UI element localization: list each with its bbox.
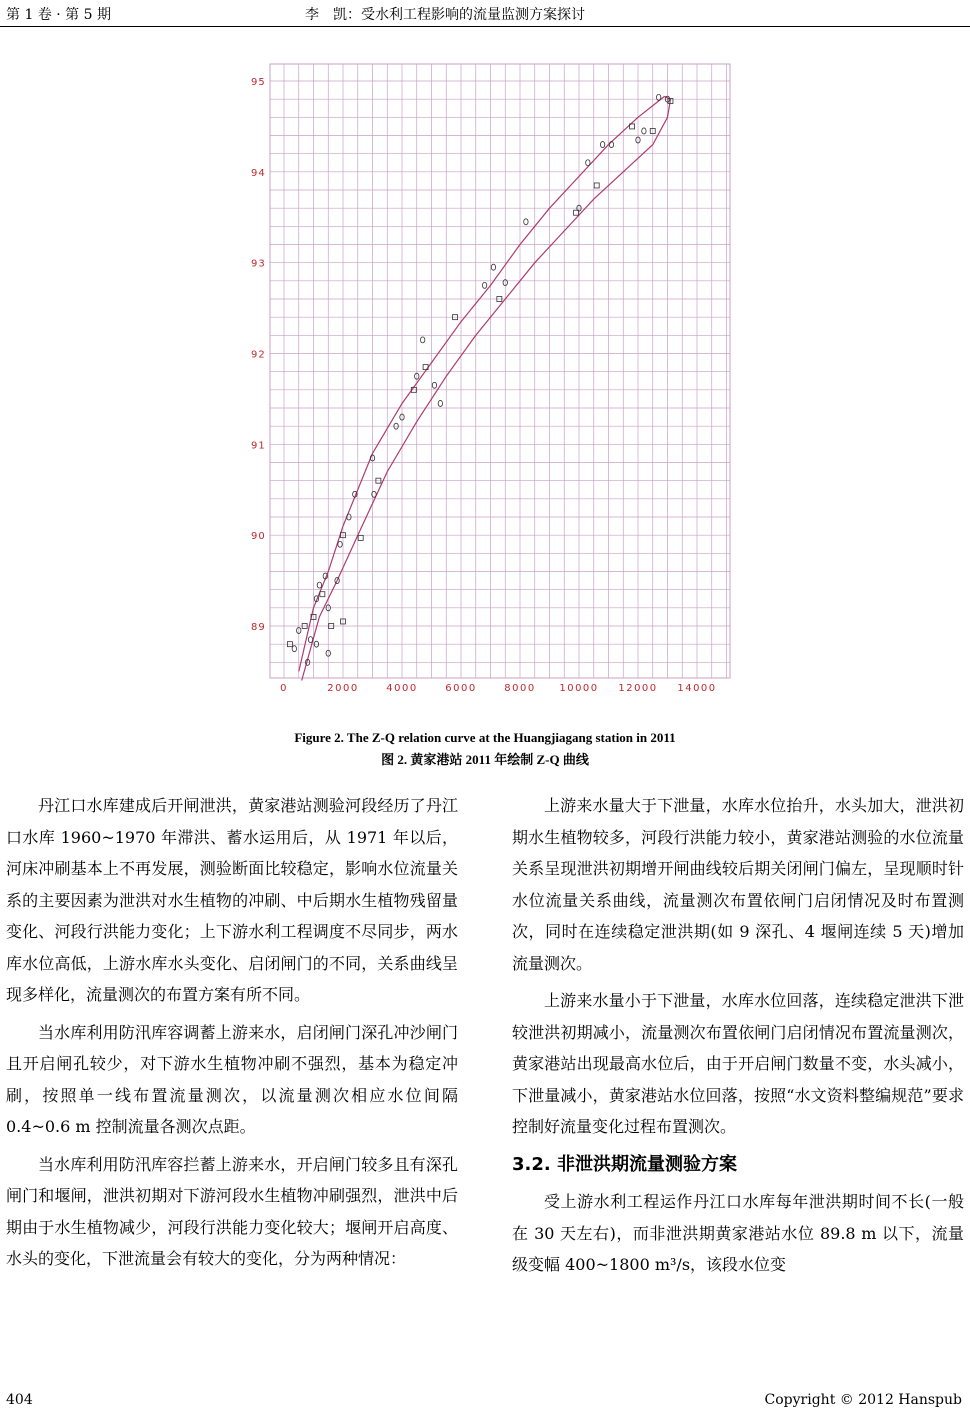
- running-title: 李 凯：受水利工程影响的流量监测方案探讨: [305, 7, 585, 23]
- figure-caption-cn: 图 2. 黄家港站 2011 年绘制 Z-Q 曲线: [381, 752, 589, 767]
- y-tick-label: 90: [251, 531, 266, 543]
- paragraph: 当水库利用防汛库容调蓄上游来水，启闭闸门深孔冲沙闸门且开启闸孔较少，对下游水生植物冲刷不强烈，基本为稳定冲刷，按照单一线布置流量测次，以流量测次相应水位间隔 0.4~0.6 m 控制流量各测次点距。: [6, 1022, 458, 1136]
- x-tick-label: 6000: [445, 683, 477, 694]
- x-tick-label: 0: [280, 683, 288, 694]
- y-tick-label: 93: [251, 258, 266, 270]
- journal-volume: 第 1 卷 · 第 5 期: [6, 7, 111, 23]
- chart-grid: [270, 64, 730, 678]
- paragraph: 当水库利用防汛库容拦蓄上游来水，开启闸门较多且有深孔闸门和堰闸，泄洪初期对下游河段水生植物冲刷强烈，泄洪中后期由于水生植物减少，河段行洪能力变化较大；堰闸开启高度、水头的变化，下泄流量会有较大的变化，分为两种情况：: [6, 1154, 458, 1268]
- chart-curves: [299, 96, 671, 680]
- y-tick-label: 89: [251, 622, 266, 633]
- y-tick-label: 95: [251, 77, 266, 88]
- x-tick-label: 14000: [677, 683, 717, 694]
- x-tick-label: 2000: [327, 683, 359, 694]
- data-point: [600, 142, 604, 148]
- plot-frame: [270, 64, 730, 678]
- x-tick-label: 4000: [386, 683, 418, 694]
- data-point: [420, 337, 424, 343]
- data-point: [308, 637, 312, 643]
- data-point: [491, 264, 495, 270]
- series-line: [299, 96, 665, 671]
- y-tick-labels: [251, 77, 266, 633]
- paragraph: 丹江口水库建成后开闸泄洪，黄家港站测验河段经历了丹江口水库 1960~1970 年滞洪、蓄水运用后，从 1971 年以后，河床冲刷基本上不再发展，测验断面比较稳定，影响水位流量关系的主要因素为泄洪对水生植物的冲刷、中后期水生植物残留量变化、河段行洪能力变化；上下游水利工程调度不尽同步，两水库水位高低，上游水库水头变化、启闭闸门的不同，关系曲线呈现多样化，流量测次的布置方案有所不同。: [6, 796, 458, 1004]
- data-point: [292, 646, 296, 652]
- paragraph: 上游来水量小于下泄量，水库水位回落，连续稳定泄洪下泄较泄洪初期减小，流量测次布置依闸门启闭情况布置流量测次，黄家港站出现最高水位后，由于开启闸门数量不变，水头减小，下泄量减小，黄家港站水位回落，按照“水文资料整编规范”要求控制好流量变化过程布置测次。: [512, 991, 964, 1136]
- y-tick-label: 92: [251, 349, 266, 361]
- data-point: [524, 219, 528, 225]
- data-point: [320, 592, 325, 597]
- section-heading: 3.2. 非泄洪期流量测验方案: [512, 1153, 737, 1175]
- x-tick-label: 8000: [504, 683, 536, 694]
- data-point: [586, 160, 590, 166]
- data-point: [642, 128, 646, 134]
- paragraph: 上游来水量大于下泄量，水库水位抬升，水头加大，泄洪初期水生植物较多，河段行洪能力较小，黄家港站测验的水位流量关系呈现泄洪初期增开闸曲线较后期关闭闸门偏左，呈现顺时针水位流量关系曲线，流量测次布置依闸门启闭情况及时布置测次，同时在连续稳定泄洪期(如 9 深孔、4 堰闸连续 5 天)增加流量测次。: [512, 796, 964, 973]
- x-tick-labels: [280, 683, 717, 694]
- right-column: [512, 790, 964, 1281]
- data-point: [482, 282, 486, 288]
- figure-caption-en: Figure 2. The Z-Q relation curve at the Huangjiagang station in 2011: [294, 730, 676, 745]
- x-tick-label: 12000: [618, 683, 658, 694]
- x-tick-label: 10000: [559, 683, 599, 694]
- y-tick-label: 91: [251, 440, 266, 452]
- data-point: [594, 183, 599, 188]
- data-point: [358, 535, 363, 540]
- copyright: Copyright © 2012 Hanspub: [764, 1392, 962, 1408]
- data-point: [438, 400, 442, 406]
- paragraph: 受上游水利工程运作丹江口水库每年泄洪期时间不长(一般在 30 天左右)，而非泄洪期黄家港站水位 89.8 m 以下，流量级变幅 400~1800 m³/s，该段水位变: [512, 1192, 964, 1274]
- data-point: [432, 382, 436, 388]
- data-point: [317, 582, 321, 588]
- left-column: [6, 790, 458, 1275]
- page-number: 404: [6, 1392, 33, 1408]
- data-point: [338, 541, 342, 547]
- series-line: [302, 96, 671, 680]
- y-tick-label: 94: [251, 167, 266, 179]
